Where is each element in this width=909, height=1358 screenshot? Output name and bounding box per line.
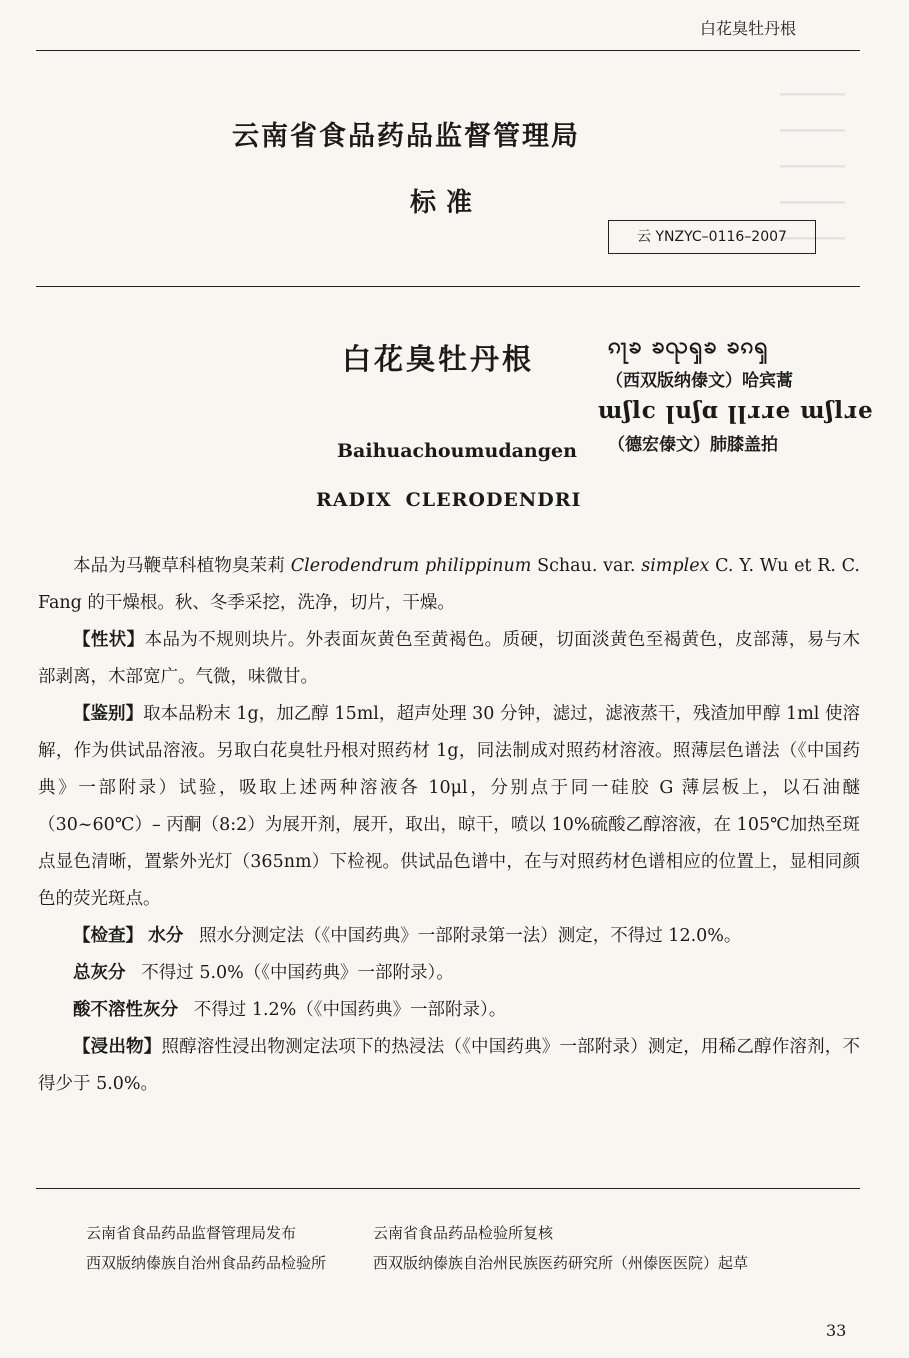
identification-text: 取本品粉末 1g，加乙醇 15ml，超声处理 30 分钟，滤过，滤液蒸干，残渣加甲醇 1ml 使溶解，作为供试品溶液。另取白花臭牡丹根对照药材 1g，同法制成对照药材溶液。照薄层色谱法（《中国药典》一部附录）试验，吸取上述两种溶液各 10μl，分别点于同一硅胶 G 薄层板上，以石油醚（30~60℃）– 丙酮（8:2）为展开剂，展开，取出，晾干，喷以 10%硫酸乙醇溶液，在 105℃加热至斑点显色清晰，置紫外光灯（365nm）下检视。供试品色谱中，在与对照药材色谱相应的位置上，显相同颜色的荧光斑点。 <box>38 704 861 909</box>
footer-rule <box>36 1188 860 1189</box>
header-rule <box>36 286 860 287</box>
agency-name: 云南省食品药品监督管理局 <box>232 121 580 152</box>
moisture-heading: 水分 <box>148 926 184 946</box>
drafter-1: 西双版纳傣族自治州食品药品检验所 <box>86 1254 327 1272</box>
latin-name-part-1: RADIX <box>316 489 392 511</box>
intro-text-a: 本品为马鞭草科植物臭茉莉 <box>73 556 291 576</box>
reviewed-by: 云南省食品药品检验所复核 <box>373 1224 554 1242</box>
running-head: 白花臭牡丹根 <box>700 19 797 38</box>
latin-name-part-2: CLERODENDRI <box>405 489 582 511</box>
xishuangbanna-dai-script: ၵႃၶ ၶၺၡၶ ၶၵၡ <box>608 332 769 359</box>
monograph-body <box>38 548 860 1103</box>
xishuangbanna-dai-name: （西双版纳傣文）哈宾蒿 <box>606 371 793 391</box>
character-heading: 【性状】 <box>73 630 145 650</box>
moisture-text: 照水分测定法（《中国药典》一部附录第一法）测定，不得过 12.0%。 <box>199 926 742 946</box>
species-name: Clerodendrum philippinum <box>290 556 532 576</box>
ash-heading: 总灰分 <box>73 963 126 983</box>
bleed-through-shadow: ▁▁▁▁▁▁ ▁▁▁▁▁▁ ▁▁▁▁▁▁ ▁▁▁▁▁▁ ▁▁▁▁▁▁ <box>780 80 845 240</box>
standard-label: 标准 <box>410 188 483 218</box>
issued-by: 云南省食品药品监督管理局发布 <box>86 1224 297 1242</box>
acid-ash-heading: 酸不溶性灰分 <box>73 1000 178 1020</box>
identification-heading: 【鉴别】 <box>73 704 144 724</box>
extract-heading: 【浸出物】 <box>73 1037 162 1057</box>
ash-text: 不得过 5.0%（《中国药典》一部附录）。 <box>141 963 454 983</box>
extract-text: 照醇溶性浸出物测定法项下的热浸法（《中国药典》一部附录）测定，用稀乙醇作溶剂，不得少于 5.0%。 <box>38 1037 860 1094</box>
intro-paragraph <box>38 548 860 622</box>
footer-line-1 <box>86 1222 553 1243</box>
moisture-paragraph <box>38 918 860 955</box>
acid-ash-text: 不得过 1.2%（《中国药典》一部附录）。 <box>193 1000 507 1020</box>
latin-name <box>316 489 595 511</box>
character-paragraph <box>38 622 860 696</box>
pinyin-name: Baihuachoumudangen <box>337 440 577 462</box>
identification-paragraph <box>38 696 860 918</box>
top-rule <box>36 50 860 51</box>
drafter-2: 西双版纳傣族自治州民族医药研究所（州傣医医院）起草 <box>373 1254 749 1272</box>
dehong-dai-script: ɯʃlc ꞁuʃɑ ꞁꞁɹɹe ɯʃlɹe <box>598 397 874 424</box>
intro-text-c: C. Y. Wu et R. C. Fang 的干燥根。秋、冬季采挖，洗净，切片，干燥。 <box>38 556 860 613</box>
ash-paragraph <box>38 955 860 992</box>
standard-code-box: 云 YNZYC–0116–2007 <box>608 220 816 254</box>
intro-text-b: Schau. var. <box>531 556 642 576</box>
page-title: 白花臭牡丹根 <box>342 342 535 376</box>
footer-line-2 <box>86 1252 748 1273</box>
page-number: 33 <box>826 1321 847 1340</box>
dehong-dai-name: （德宏傣文）肺膝盖拍 <box>608 435 778 455</box>
character-text: 本品为不规则块片。外表面灰黄色至黄褐色。质硬，切面淡黄色至褐黄色，皮部薄，易与木部剥离，木部宽广。气微，味微甘。 <box>38 630 861 687</box>
check-heading: 【检查】 <box>73 926 143 946</box>
variety-name: simplex <box>641 556 710 576</box>
acid-ash-paragraph <box>38 992 860 1029</box>
extract-paragraph <box>38 1029 860 1103</box>
